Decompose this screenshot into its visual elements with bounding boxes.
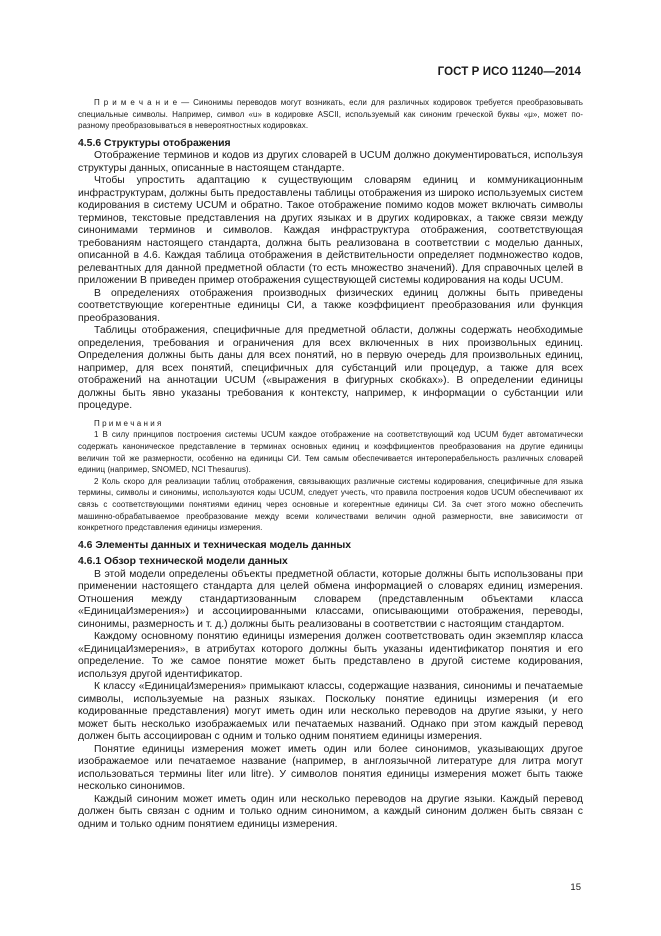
paragraph: Таблицы отображения, специфичные для предметной области, должны содержать необходимые определения, требования и ограничения для всех включенных в них произвольных единиц. Определения должны быть даны для всех понятий, но в первую очередь для произвольных единиц, например, для всех понятий, специфичных для субстанций или процедур, а также для всех отображений на аннотации UCUM («выражения в фигурных скобках»). В определении единицы должны быть явно указаны требования к контексту, например, к информации о субстанции или процедуре. [78, 325, 583, 412]
page-number: 15 [570, 882, 581, 893]
paragraph: Каждому основному понятию единицы измерения должен соответствовать один экземпляр класса «ЕдиницаИзмерения», в атрибутах которого должны быть указаны идентификатор понятия и его определение. То же самое понятие может быть представлено в другой системе кодирования, используя другой идентификатор. [78, 631, 583, 680]
paragraph: Понятие единицы измерения может иметь один или более синонимов, указывающих другое изображаемое или печатаемое название (например, в англоязычной литературе для литра могут использоваться термины liter или litre). У символов понятия единицы измерения может быть также несколько синонимов. [78, 743, 583, 793]
notes-label-text: П р и м е ч а н и я [94, 418, 162, 428]
note-2-text: 2 Коль скоро для реализации таблиц отображения, связывающих различные системы кодирования, специфичные для языка термины, символы и синонимы, используются коды UCUM, следует учесть, что правила построения кодов UCUM обеспечивают их связь с соответствующими понятиями единиц через основные и когерентные единицы СИ. За счет этого можно обеспечить машинно-обрабатываемое преобразование между всеми количествами величин одной размерности, вне зависимости от конкретного представления единицы измерения. [78, 476, 583, 533]
note-top-text: — Синонимы переводов могут возникать, если для различных кодировок требуется преобразовывать специальные символы. Например, символ «u» в кодировке ASCII, используемый как синоним греческой буквы «μ», может по-разному преобразовываться в невероятностных кодировках. [78, 98, 583, 131]
heading-4-6: 4.6 Элементы данных и техническая модель данных [78, 539, 352, 551]
heading-4-5-6: 4.5.6 Структуры отображения [78, 137, 231, 149]
note-1-text: 1 В силу принципов построения системы UCUM каждое отображение на соответствующий код UCUM будет автоматически содержать каноническое представление в терминах основных единиц и коэффициентов преобразования на другие единицы величин той же размерности, особенно на единицы СИ. Тем самым обеспечивается интероперабельность различных словарей единиц (например, SNOMED, NCI Thesaurus). [78, 430, 583, 475]
note-2 [78, 476, 583, 534]
document-header: ГОСТ Р ИСО 11240—2014 [437, 66, 581, 78]
paragraph: Чтобы упростить адаптацию к существующим словарям единиц и коммуникационным инфраструктурам, должны быть предоставлены таблицы отображения из широко используемых систем кодирования в систему UCUM и обратно. Такое отображение помимо кодов может включать символы терминов, текстовые представления на других языках и в других кодировках, а также связи между синонимами терминов и символов. Каждая инфраструктура отображения, соответствующая требованиям настоящего стандарта, должна быть реализована в соответствии с моделью данных, описанной в 4.6. Каждая таблица отображения в действительности определяет подмножество кодов, релевантных для данной предметной области (то есть множество значений). Для справочных целей в приложении В приведен пример отображения существующей системы кодирования на коды UCUM. [78, 175, 583, 287]
page-content [78, 97, 583, 831]
paragraph: Каждый синоним может иметь один или несколько переводов на другие языки. Каждый перевод должен быть связан с одним и только одним синонимом, а каждый синоним должен быть связан с одним и только одним понятием единицы измерения. [78, 793, 583, 830]
notes-label [78, 418, 583, 430]
paragraph: В определениях отображения производных физических единиц должны быть приведены соответствующие когерентные единицы СИ, а также коэффициент преобразования или функция преобразования. [78, 287, 583, 324]
heading-4-6-1: 4.6.1 Обзор технической модели данных [78, 556, 288, 568]
paragraph: В этой модели определены объекты предметной области, которые должны быть использованы при применении настоящего стандарта для целей обмена информацией о словарях единиц измерения. Отношения между стандартизованным словарем (представленным объектами класса «ЕдиницаИзмерения») и ассоциированными классами, описывающими отображения, переводы, синонимы, размерность и т. д.) должны быть реализованы в соответствии с настоящим стандартом. [78, 568, 583, 630]
note-top-label: П р и м е ч а н и е [94, 98, 178, 107]
note-top [78, 97, 583, 132]
paragraph: К классу «ЕдиницаИзмерения» примыкают классы, содержащие названия, синонимы и печатаемые символы, используемые на разных языках. Поскольку понятие единицы измерения (и его кодированные представления) могут иметь один или несколько переводов на другие языки, у него может быть несколько изображаемых или печатаемых названий. Однако при этом каждый перевод должен быть ассоциирован с одним и только одним понятием единицы измерения. [78, 681, 583, 743]
paragraph: Отображение терминов и кодов из других словарей в UCUM должно документироваться, используя структуры данных, описанные в настоящем стандарте. [78, 150, 583, 174]
note-1 [78, 429, 583, 475]
